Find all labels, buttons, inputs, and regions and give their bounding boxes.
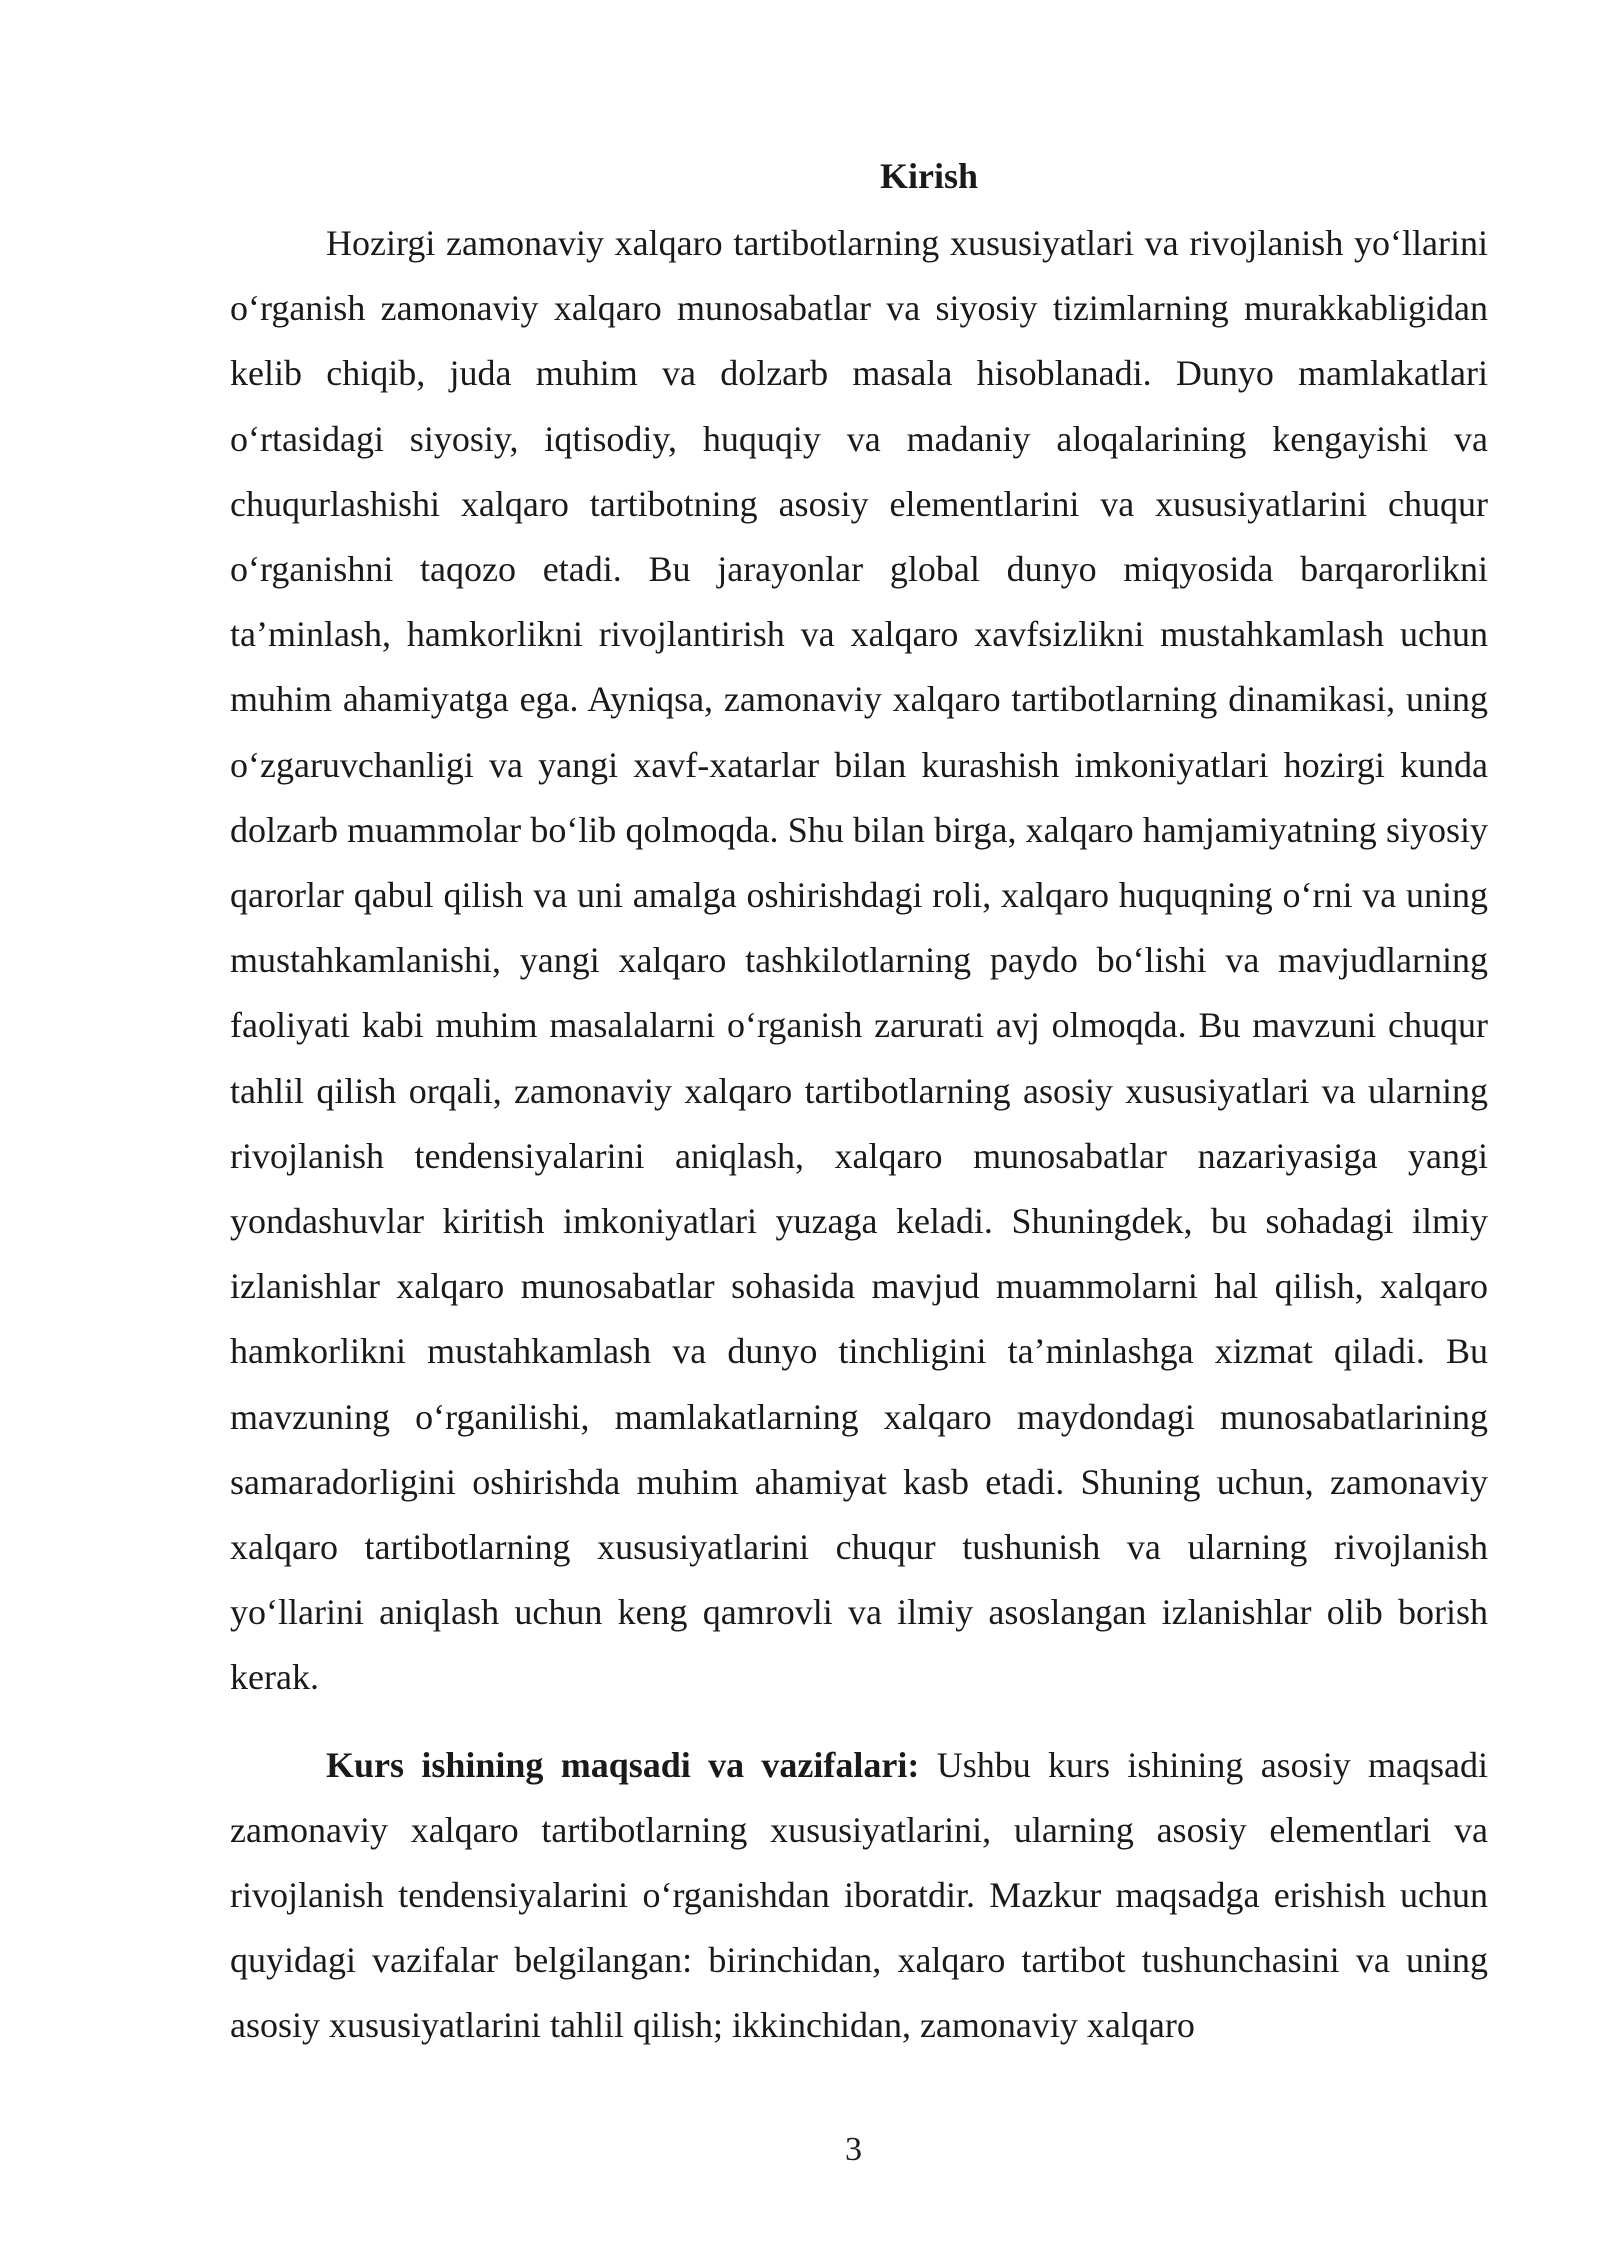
document-page: [230, 145, 1488, 2059]
intro-paragraph: Hozirgi zamonaviy xalqaro tartibotlarning xususiyatlari va rivojlanish yo‘llarini o‘rganish zamonaviy xalqaro munosabatlar va siyosiy tizimlarning murakkabligidan kelib chiqib, juda muhim va dolzarb masala hisoblanadi. Dunyo mamlakatlari o‘rtasidagi siyosiy, iqtisodiy, huquqiy va madaniy aloqalarining kengayishi va chuqurlashishi xalqaro tartibotning asosiy elementlarini va xususiyatlarini chuqur o‘rganishni taqozo etadi. Bu jarayonlar global dunyo miqyosida barqarorlikni ta’minlash, hamkorlikni rivojlantirish va xalqaro xavfsizlikni mustahkamlash uchun muhim ahamiyatga ega. Ayniqsa, zamonaviy xalqaro tartibotlarning dinamikasi, uning o‘zgaruvchanligi va yangi xavf-xatarlar bilan kurashish imkoniyatlari hozirgi kunda dolzarb muammolar bo‘lib qolmoqda. Shu bilan birga, xalqaro hamjamiyatning siyosiy qarorlar qabul qilish va uni amalga oshirishdagi roli, xalqaro huquqning o‘rni va uning mustahkamlanishi, yangi xalqaro tashkilotlarning paydo bo‘lishi va mavjudlarning faoliyati kabi muhim masalalarni o‘rganish zarurati avj olmoqda. Bu mavzuni chuqur tahlil qilish orqali, zamonaviy xalqaro tartibotlarning asosiy xususiyatlari va ularning rivojlanish tendensiyalarini aniqlash, xalqaro munosabatlar nazariyasiga yangi yondashuvlar kiritish imkoniyatlari yuzaga keladi. Shuningdek, bu sohadagi ilmiy izlanishlar xalqaro munosabatlar sohasida mavjud muammolarni hal qilish, xalqaro hamkorlikni mustahkamlash va dunyo tinchligini ta’minlashga xizmat qiladi. Bu mavzuning o‘rganilishi, mamlakatlarning xalqaro maydondagi munosabatlarining samaradorligini oshirishda muhim ahamiyat kasb etadi. Shuning uchun, zamonaviy xalqaro tartibotlarning xususiyatlarini chuqur tushunish va ularning rivojlanish yo‘llarini aniqlash uchun keng qamrovli va ilmiy asoslangan izlanishlar olib borish kerak.: [230, 223, 1488, 1698]
goals-paragraph: [230, 1733, 1488, 2059]
page-number: 3: [845, 2131, 862, 2168]
goals-heading: Kurs ishining maqsadi va vazifalari:: [326, 1744, 920, 1785]
section-title: Kirish: [879, 156, 978, 196]
goals-body: Ushbu kurs ishining asosiy maqsadi zamonaviy xalqaro tartibotlarning xususiyatlarini, ularning asosiy elementlari va rivojlanish tendensiyalarini o‘rganishdan iboratdir. Mazkur maqsadga erishish uchun quyidagi vazifalar belgilangan: birinchidan, xalqaro tartibot tushunchasini va uning asosiy xususiyatlarini tahlil qilish; ikkinchidan, zamonaviy xalqaro: [230, 1744, 1488, 2046]
